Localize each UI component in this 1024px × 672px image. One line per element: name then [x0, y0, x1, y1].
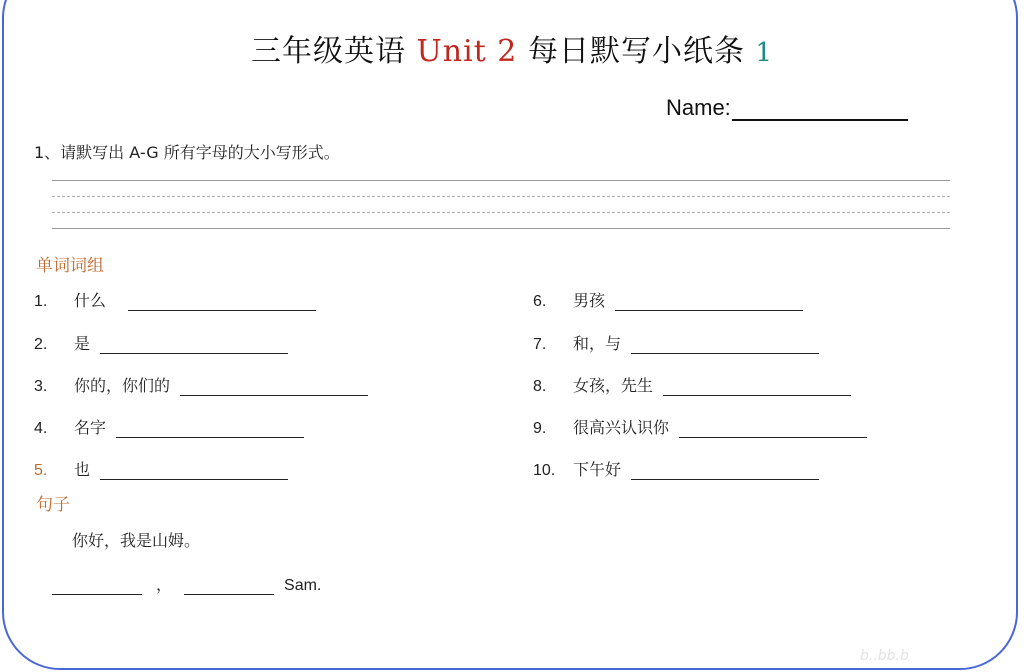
word-number: 10. — [533, 462, 556, 479]
word-text: 也 — [74, 460, 91, 479]
sentence-prompt: 你好，我是山姆。 — [72, 531, 201, 550]
word-blank[interactable] — [180, 379, 368, 396]
word-item-3 — [34, 373, 368, 396]
word-number: 1. — [34, 293, 48, 310]
word-blank[interactable] — [663, 379, 851, 396]
word-number: 8. — [533, 378, 547, 395]
word-text: 很高兴认识你 — [573, 418, 670, 437]
word-number: 7. — [533, 336, 547, 353]
sentence-answer-row — [52, 572, 321, 595]
word-text: 是 — [74, 334, 91, 353]
worksheet-title — [0, 26, 1024, 70]
title-unit: Unit 2 — [416, 34, 518, 69]
word-number: 4. — [34, 420, 48, 437]
sentence-comma: ， — [156, 577, 173, 594]
word-text: 名字 — [74, 418, 107, 437]
sentence-blank-1[interactable] — [52, 578, 142, 595]
sentence-blank-2[interactable] — [184, 578, 274, 595]
word-item-6 — [533, 288, 803, 311]
watermark: b..bb.b — [860, 648, 909, 664]
word-number: 2. — [34, 336, 48, 353]
word-number: 9. — [533, 420, 547, 437]
word-blank[interactable] — [615, 294, 803, 311]
word-item-7 — [533, 331, 819, 354]
word-blank[interactable] — [100, 463, 288, 480]
title-prefix: 三年级英语 — [250, 34, 417, 69]
word-blank[interactable] — [128, 294, 316, 311]
word-text: 下午好 — [573, 460, 622, 479]
word-blank[interactable] — [679, 421, 867, 438]
word-item-5 — [34, 457, 288, 480]
word-item-4 — [34, 415, 304, 438]
word-text: 男孩 — [573, 291, 606, 310]
word-item-10 — [533, 457, 819, 480]
word-text: 你的，你们的 — [74, 376, 171, 395]
name-label: Name: — [666, 95, 731, 120]
section-sentences-title: 句子 — [36, 495, 70, 515]
section-words-title: 单词词组 — [36, 256, 104, 276]
title-middle: 每日默写小纸条 — [517, 34, 756, 69]
word-text: 什么 — [74, 291, 107, 310]
word-item-8 — [533, 373, 851, 396]
word-number: 6. — [533, 293, 547, 310]
word-item-1 — [34, 288, 316, 311]
word-blank[interactable] — [631, 463, 819, 480]
letter-writing-lines[interactable] — [52, 180, 950, 244]
word-item-2 — [34, 331, 288, 354]
word-blank[interactable] — [100, 337, 288, 354]
word-blank[interactable] — [116, 421, 304, 438]
sentence-tail: Sam. — [284, 577, 322, 594]
word-text: 和，与 — [573, 334, 622, 353]
word-number: 5. — [34, 462, 48, 479]
title-number: 1 — [755, 38, 774, 68]
word-text: 女孩，先生 — [573, 376, 654, 395]
name-blank[interactable] — [732, 97, 908, 121]
name-field-row — [666, 95, 908, 121]
question-1: 1、请默写出 A-G 所有字母的大小写形式。 — [34, 143, 340, 162]
word-blank[interactable] — [631, 337, 819, 354]
word-number: 3. — [34, 378, 48, 395]
word-item-9 — [533, 415, 867, 438]
